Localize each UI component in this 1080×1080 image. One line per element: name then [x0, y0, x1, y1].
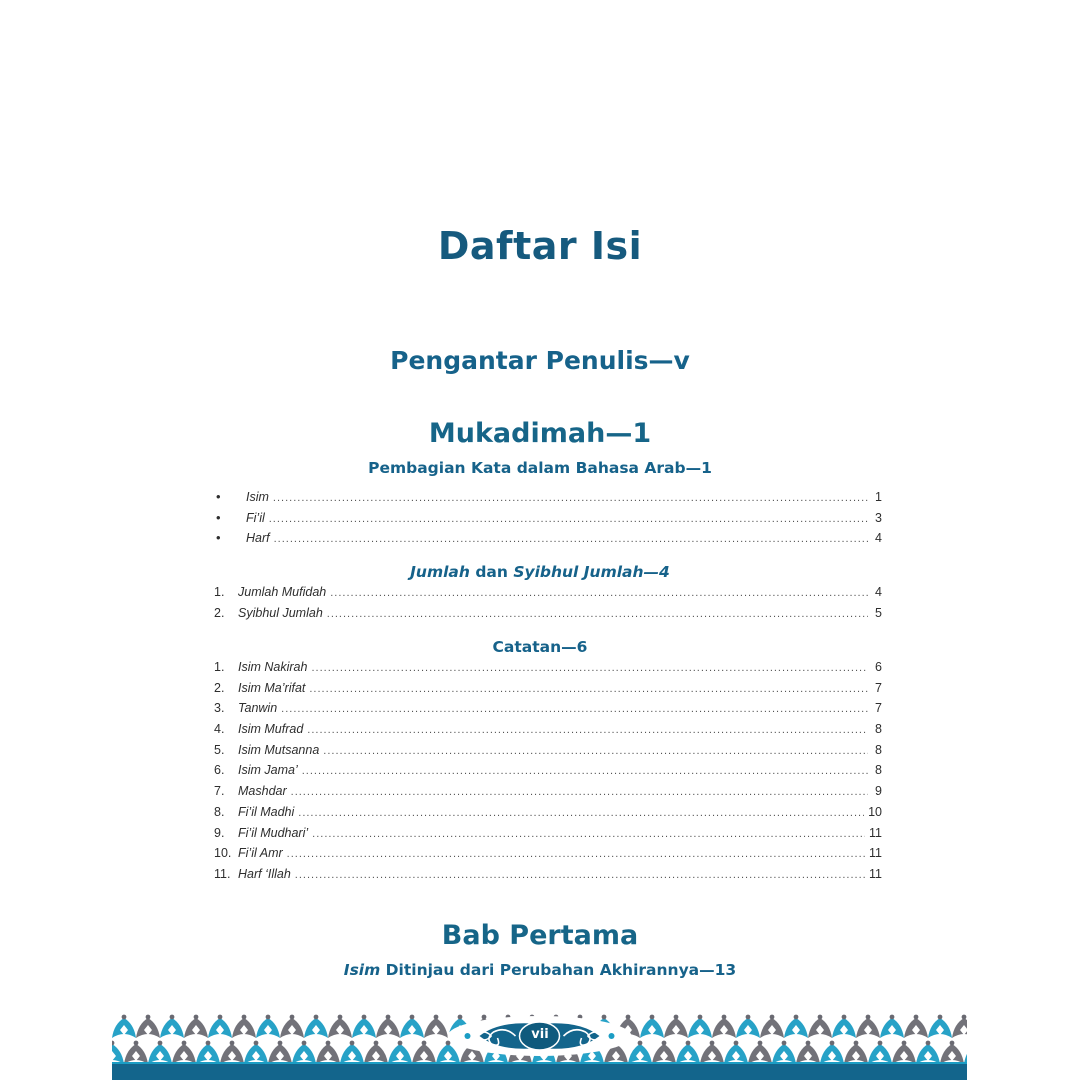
heading-jumlah-italic-2: Syibhul Jumlah: [513, 563, 644, 581]
toc-entry: [214, 743, 882, 764]
toc-entry-label: Fi’il Amr: [238, 846, 283, 861]
heading-catatan: Catatan—6: [492, 638, 588, 656]
toc-number: 2.: [214, 680, 225, 695]
toc-number: 4.: [214, 722, 225, 737]
toc-entry-page: 4: [875, 531, 882, 546]
page-number: vii: [531, 1027, 549, 1042]
toc-entry: [214, 784, 882, 805]
toc-number: 3.: [214, 701, 225, 716]
toc-list-catatan: [214, 660, 882, 888]
heading-bab-pertama: Bab Pertama: [441, 920, 639, 951]
toc-entry-page: 8: [875, 763, 882, 778]
toc-entry-label: Jumlah Mufidah: [238, 585, 327, 599]
toc-number: 7.: [214, 784, 225, 799]
toc-entry-page: 1: [875, 490, 882, 504]
toc-list-pembagian-kata: [214, 489, 882, 551]
toc-entry-page: 6: [875, 660, 882, 674]
toc-entry-label: Isim Ma’rifat: [238, 680, 306, 695]
toc-entry: [214, 510, 882, 531]
dot-leader: [274, 533, 868, 545]
toc-number: 10.: [214, 846, 232, 861]
toc-entry: [214, 530, 882, 551]
toc-entry: [214, 805, 882, 826]
page-title: Daftar Isi: [437, 224, 643, 268]
heading-isim-ditinjau: [0, 961, 1080, 979]
toc-entry: [214, 681, 882, 702]
toc-entry-page: 7: [875, 701, 882, 716]
toc-entry-label: Fi’il Mudhari’: [238, 825, 309, 840]
toc-bullet: •: [216, 509, 221, 525]
toc-entry-page: 11: [869, 846, 882, 861]
heading-mukadimah: Mukadimah—1: [428, 418, 652, 449]
toc-list-jumlah: [214, 585, 882, 626]
toc-entry-page: 10: [868, 804, 882, 819]
toc-entry: [214, 660, 882, 681]
heading-isim-italic: Isim: [343, 961, 381, 979]
dot-leader: [311, 662, 868, 674]
toc-entry-page: 4: [875, 585, 882, 599]
dot-leader: [281, 703, 868, 715]
toc-entry-page: 3: [875, 510, 882, 525]
toc-entry-label: Harf: [246, 531, 270, 546]
heading-jumlah-italic-1: Jumlah: [410, 563, 470, 581]
toc-entry-label: Fi’il Madhi: [238, 804, 295, 819]
toc-entry-page: 7: [875, 680, 882, 695]
toc-number: 9.: [214, 825, 225, 840]
toc-bullet: •: [216, 530, 221, 546]
toc-entry: [214, 826, 882, 847]
toc-number: 1.: [214, 585, 225, 599]
toc-entry-label: Syibhul Jumlah: [238, 605, 323, 620]
toc-number: 5.: [214, 742, 225, 757]
toc-entry: [214, 867, 882, 888]
arabesque-border-icon: [112, 1006, 967, 1080]
toc-bullet: •: [216, 489, 221, 504]
toc-entry: [214, 763, 882, 784]
toc-entry-page: 5: [875, 605, 882, 620]
toc-entry: [214, 606, 882, 627]
toc-entry-page: 11: [869, 866, 882, 881]
toc-entry-page: 8: [875, 742, 882, 757]
dot-leader: [291, 786, 868, 798]
toc-entry: [214, 722, 882, 743]
toc-entry-label: Isim Mufrad: [238, 722, 304, 737]
toc-entry: [214, 846, 882, 867]
toc-number: 8.: [214, 804, 225, 819]
toc-number: 6.: [214, 763, 225, 778]
heading-jumlah-suffix: —4: [643, 563, 670, 581]
heading-pembagian-kata: Pembagian Kata dalam Bahasa Arab—1: [368, 459, 712, 477]
heading-isim-rest: Ditinjau dari Perubahan Akhirannya—13: [380, 961, 737, 979]
dot-leader: [302, 765, 868, 777]
toc-entry-label: Fi’il: [246, 510, 265, 525]
toc-entry-label: Isim Jama’: [238, 763, 298, 778]
toc-entry-label: Isim Nakirah: [238, 660, 308, 674]
toc-number: 11.: [214, 866, 231, 881]
toc-entry-page: 9: [875, 784, 882, 799]
toc-entry-label: Mashdar: [238, 784, 287, 799]
heading-pengantar: Pengantar Penulis—v: [390, 346, 690, 375]
footer-ornament: [112, 1006, 967, 1080]
toc-entry-label: Harf ‘Illah: [238, 866, 291, 881]
toc-entry: [214, 701, 882, 722]
toc-entry: [214, 489, 882, 510]
dot-leader: [298, 807, 864, 819]
dot-leader: [330, 587, 868, 599]
dot-leader: [323, 745, 868, 757]
toc-number: 1.: [214, 660, 225, 674]
dot-leader: [273, 492, 868, 504]
heading-jumlah-plain: dan: [469, 563, 514, 581]
dot-leader: [312, 828, 865, 840]
dot-leader: [295, 869, 865, 881]
dot-leader: [327, 608, 868, 620]
dot-leader: [287, 848, 865, 860]
toc-entry-page: 11: [869, 825, 882, 840]
dot-leader: [309, 683, 868, 695]
toc-entry-label: Isim: [246, 490, 269, 504]
toc-number: 2.: [214, 605, 225, 620]
toc-entry: [214, 585, 882, 606]
toc-entry-label: Tanwin: [238, 701, 278, 716]
dot-leader: [307, 724, 868, 736]
toc-entry-page: 8: [875, 722, 882, 737]
heading-jumlah: [0, 563, 1080, 581]
dot-leader: [269, 513, 868, 525]
toc-entry-label: Isim Mutsanna: [238, 742, 320, 757]
